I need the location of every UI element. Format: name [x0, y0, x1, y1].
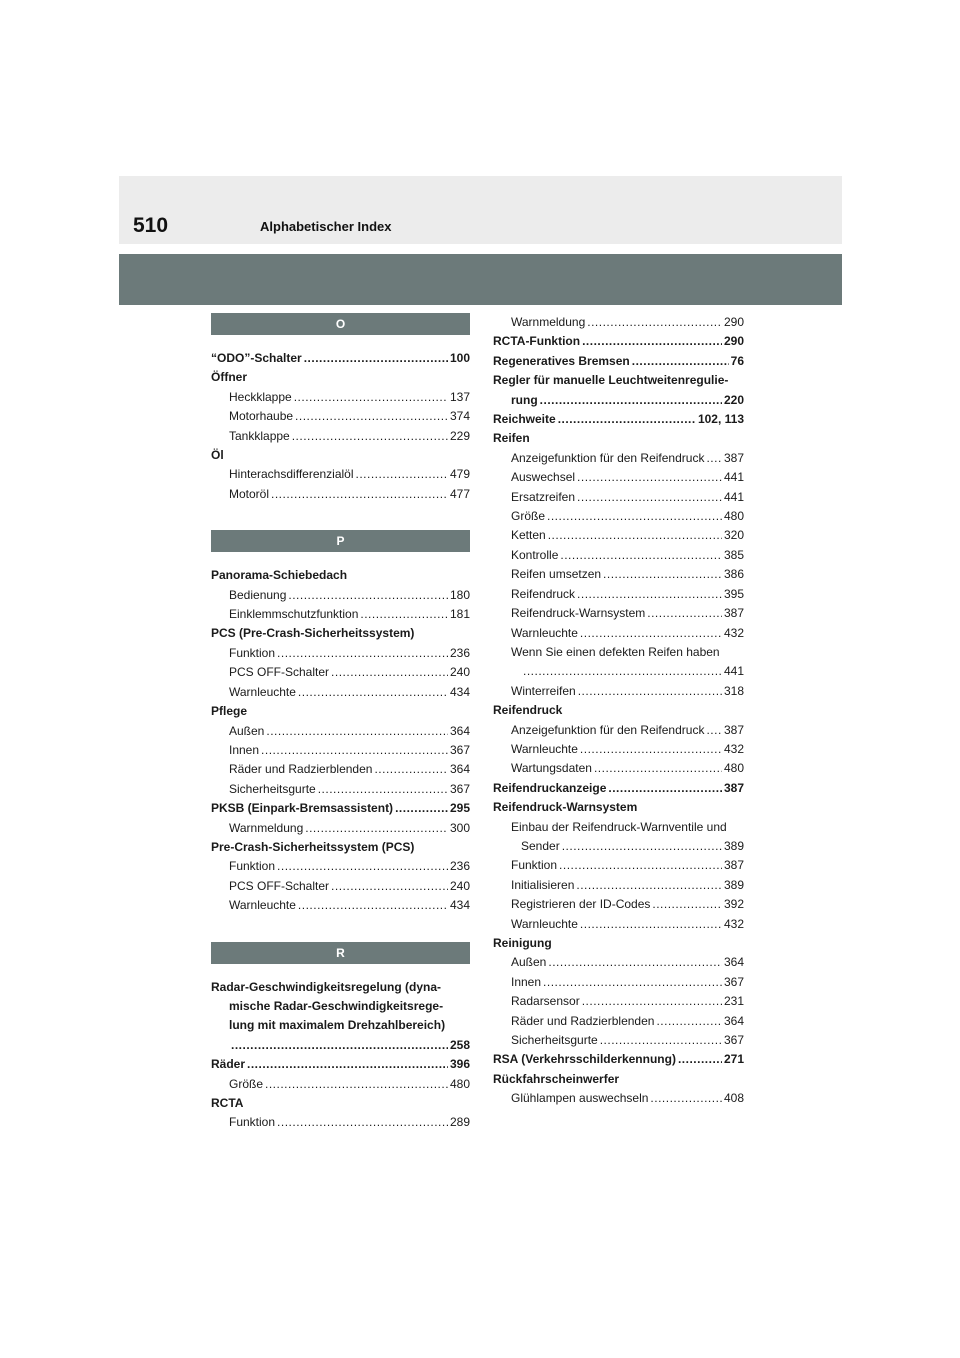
index-entry — [493, 1089, 744, 1108]
entry-term: rung — [511, 392, 538, 407]
index-entry — [211, 780, 470, 799]
page-ref: 367 — [449, 742, 470, 757]
entry-term: Initialisieren — [511, 877, 575, 892]
page-ref: 137 — [449, 389, 470, 404]
page-ref: 389 — [723, 838, 744, 853]
dot-leader — [360, 605, 448, 624]
page-ref: 318 — [723, 683, 744, 698]
index-entry — [211, 465, 470, 484]
index-entry — [493, 585, 744, 604]
dot-leader — [587, 313, 722, 332]
entry-term: Räder und Radzierblenden — [229, 762, 373, 777]
entry-term: PKSB (Einpark-Bremsassistent) — [211, 801, 394, 816]
index-entry — [493, 992, 744, 1011]
page-ref: 100 — [449, 351, 470, 365]
entry-term: Warnleuchte — [511, 741, 578, 756]
index-entry — [493, 779, 744, 798]
page-ref: 432 — [723, 741, 744, 756]
page-ref: 220 — [723, 392, 744, 407]
index-entry — [493, 624, 744, 643]
page-number: 510 — [133, 214, 169, 237]
index-entry — [211, 605, 470, 624]
entry-term: Reifendruck-Warnsystem — [511, 606, 646, 621]
entry-term: Öffner — [211, 370, 247, 385]
entry-term: RSA (Verkehrsschilderkennung) — [493, 1052, 676, 1067]
index-entry — [211, 407, 470, 426]
entry-term: Warnleuchte — [229, 898, 296, 913]
index-entry-line: Einbau der Reifendruck-Warnventile und — [511, 819, 727, 834]
dot-leader — [548, 526, 722, 545]
dot-leader — [298, 896, 448, 915]
dot-leader — [277, 857, 448, 876]
dot-leader — [562, 837, 722, 856]
page-ref: 76 — [730, 353, 744, 368]
entry-term: Warnmeldung — [511, 315, 586, 329]
index-entry — [493, 895, 744, 914]
index-entry — [211, 1036, 470, 1055]
dot-leader — [298, 683, 448, 702]
index-heading — [211, 702, 470, 721]
entry-term: Winterreifen — [511, 683, 576, 698]
entry-term: Außen — [229, 723, 265, 738]
page-ref: 229 — [449, 428, 470, 443]
entry-term: Glühlampen auswechseln — [511, 1091, 649, 1106]
index-entry — [493, 953, 744, 972]
entry-term: Warnleuchte — [229, 684, 296, 699]
entry-term: Auswechsel — [511, 470, 576, 485]
entry-term: PCS OFF-Schalter — [229, 665, 330, 680]
dot-leader — [547, 507, 722, 526]
dot-leader — [395, 799, 448, 818]
index-entry — [493, 488, 744, 507]
index-entry-line: Wenn Sie einen defekten Reifen haben — [511, 644, 720, 659]
index-column-left — [211, 313, 470, 1133]
index-heading — [211, 624, 470, 643]
index-heading — [493, 798, 744, 817]
index-entry — [493, 526, 744, 545]
page-ref: 441 — [723, 489, 744, 504]
dot-leader — [706, 449, 722, 468]
dot-leader — [578, 682, 722, 701]
index-heading — [493, 429, 744, 448]
page-ref: 441 — [723, 664, 744, 679]
page-ref: 364 — [723, 1013, 744, 1028]
dot-leader — [543, 973, 722, 992]
index-entry — [211, 819, 470, 838]
index-entry — [493, 468, 744, 487]
page-ref: 480 — [449, 1076, 470, 1091]
dot-leader — [523, 662, 722, 681]
dot-leader — [560, 546, 722, 565]
entry-term: Ketten — [511, 528, 546, 543]
dot-leader — [266, 722, 448, 741]
index-entry — [493, 449, 744, 468]
page-ref: 102, 113 — [697, 412, 744, 427]
entry-term: Motoröl — [229, 486, 270, 501]
page-ref: 290 — [723, 334, 744, 349]
index-entry — [493, 410, 744, 429]
entry-term: Außen — [511, 955, 547, 970]
dot-leader — [277, 644, 448, 663]
entry-term: Regeneratives Bremsen — [493, 353, 630, 368]
page-ref: 364 — [723, 955, 744, 970]
dot-leader — [652, 895, 722, 914]
page-ref: 477 — [449, 486, 470, 501]
page-ref: 480 — [723, 509, 744, 524]
page-ref: 392 — [723, 897, 744, 912]
dot-leader — [292, 427, 448, 446]
index-entry — [493, 1050, 744, 1069]
dot-leader — [288, 586, 448, 605]
index-entry — [493, 759, 744, 778]
index-entry — [493, 565, 744, 584]
entry-term: Registrieren der ID-Codes — [511, 897, 651, 912]
entry-term: Anzeigefunktion für den Reifendruck — [511, 722, 705, 737]
index-entry — [493, 915, 744, 934]
dot-leader — [650, 1089, 722, 1108]
dot-leader — [261, 741, 448, 760]
entry-term: Hinterachsdifferenzialöl — [229, 467, 354, 482]
page-ref: 181 — [449, 607, 470, 622]
entry-term: Innen — [511, 974, 542, 989]
page-ref: 434 — [449, 898, 470, 913]
index-entry — [211, 427, 470, 446]
dot-leader — [305, 819, 448, 838]
dot-leader — [271, 485, 448, 504]
index-entry — [211, 760, 470, 779]
entry-term: Sicherheitsgurte — [511, 1033, 598, 1048]
dot-leader — [294, 388, 448, 407]
index-entry — [493, 973, 744, 992]
entry-term: Kontrolle — [511, 547, 559, 562]
index-entry — [211, 741, 470, 760]
entry-term: Größe — [229, 1076, 264, 1091]
page-ref: 367 — [449, 781, 470, 796]
dot-leader — [304, 349, 448, 368]
index-entry — [211, 1113, 470, 1132]
entry-term: “ODO”-Schalter — [211, 351, 302, 365]
page-ref: 389 — [723, 877, 744, 892]
entry-term: Panorama-Schiebedach — [211, 568, 348, 583]
page-ref: 258 — [449, 1037, 470, 1052]
page-ref: 480 — [723, 761, 744, 776]
entry-term: Einklemmschutzfunktion — [229, 607, 359, 622]
index-entry-line: Regler für manuelle Leuchtweitenregulie- — [493, 373, 729, 388]
page-ref: 396 — [449, 1057, 470, 1072]
page-ref: 387 — [723, 780, 744, 795]
page-ref: 441 — [723, 470, 744, 485]
index-entry — [211, 485, 470, 504]
entry-term: Reifendruck — [511, 586, 576, 601]
entry-term: Reifendruckanzeige — [493, 780, 607, 795]
entry-term: Warnleuchte — [511, 916, 578, 931]
index-entry — [493, 352, 744, 371]
entry-term: Radarsensor — [511, 994, 580, 1009]
dot-leader — [647, 604, 722, 623]
entry-term: Funktion — [229, 1115, 276, 1130]
page-ref: 367 — [723, 974, 744, 989]
page-ref: 367 — [723, 1033, 744, 1048]
dot-leader — [577, 585, 722, 604]
index-entry — [493, 740, 744, 759]
entry-term: PCS OFF-Schalter — [229, 878, 330, 893]
index-entry — [493, 604, 744, 623]
page-ref: 395 — [723, 586, 744, 601]
entry-term: Funktion — [229, 645, 276, 660]
page-ref: 432 — [723, 625, 744, 640]
dot-leader — [231, 1036, 448, 1055]
page-ref: 434 — [449, 684, 470, 699]
dot-leader — [318, 780, 448, 799]
entry-term: RCTA — [211, 1096, 244, 1110]
entry-term: Reinigung — [493, 936, 552, 950]
dot-leader — [594, 759, 722, 778]
index-entry — [211, 586, 470, 605]
index-entry — [211, 722, 470, 741]
page-ref: 387 — [723, 606, 744, 621]
index-entry — [211, 1055, 470, 1074]
index-entry — [211, 388, 470, 407]
dot-leader — [356, 465, 448, 484]
letter-divider: R — [211, 942, 470, 964]
dot-leader — [277, 1113, 448, 1132]
index-heading — [211, 1094, 470, 1113]
dot-leader — [331, 877, 448, 896]
dot-leader — [582, 992, 722, 1011]
dot-leader — [656, 1012, 722, 1031]
index-entry — [211, 663, 470, 682]
index-entry — [211, 896, 470, 915]
page-ref: 240 — [449, 665, 470, 680]
page-ref: 231 — [723, 994, 744, 1009]
index-entry — [493, 721, 744, 740]
dot-leader — [608, 779, 722, 798]
dot-leader — [706, 721, 722, 740]
header-bar — [119, 254, 842, 305]
index-entry — [211, 799, 470, 818]
index-heading — [493, 934, 744, 953]
dot-leader — [678, 1050, 722, 1069]
dot-leader — [576, 876, 722, 895]
page-ref: 387 — [723, 858, 744, 873]
entry-term: Ersatzreifen — [511, 489, 576, 504]
page-ref: 236 — [449, 645, 470, 660]
entry-term: Sender — [521, 838, 560, 853]
index-entry — [211, 683, 470, 702]
entry-term: Rückfahrscheinwerfer — [493, 1071, 620, 1086]
index-entry — [493, 856, 744, 875]
dot-leader — [600, 1031, 722, 1050]
entry-term: Funktion — [511, 858, 558, 873]
dot-leader — [577, 488, 722, 507]
index-entry — [493, 1012, 744, 1031]
index-entry — [493, 876, 744, 895]
section-title: Alphabetischer Index — [260, 219, 392, 234]
entry-term: Größe — [511, 509, 546, 524]
index-entry — [493, 391, 744, 410]
page-ref: 364 — [449, 762, 470, 777]
dot-leader — [632, 352, 729, 371]
header-band — [119, 176, 842, 244]
entry-term: Räder und Radzierblenden — [511, 1013, 655, 1028]
entry-term: Motorhaube — [229, 409, 294, 424]
page-ref: 289 — [449, 1115, 470, 1130]
dot-leader — [559, 856, 722, 875]
page-ref: 479 — [449, 467, 470, 482]
page-ref: 387 — [723, 722, 744, 737]
index-entry-line: lung mit maximalem Drehzahlbereich) — [229, 1018, 446, 1033]
entry-term: Reifendruck — [493, 703, 563, 718]
page-ref: 290 — [723, 315, 744, 329]
entry-term: Reifen umsetzen — [511, 567, 602, 582]
dot-leader — [295, 407, 448, 426]
entry-term: Warnleuchte — [511, 625, 578, 640]
index-entry — [493, 837, 744, 856]
index-entry — [211, 349, 470, 368]
index-heading — [493, 701, 744, 720]
dot-leader — [548, 953, 722, 972]
entry-term: Warnmeldung — [229, 820, 304, 835]
entry-term: Räder — [211, 1057, 246, 1072]
entry-term: Funktion — [229, 859, 276, 874]
page-ref: 432 — [723, 916, 744, 931]
page-ref: 295 — [449, 801, 470, 816]
dot-leader — [247, 1055, 448, 1074]
entry-term: Pflege — [211, 704, 248, 719]
dot-leader — [374, 760, 448, 779]
index-heading — [493, 1070, 744, 1089]
page-ref: 236 — [449, 859, 470, 874]
dot-leader — [580, 740, 722, 759]
entry-term: Anzeigefunktion für den Reifendruck — [511, 450, 705, 465]
page-ref: 240 — [449, 878, 470, 893]
index-entry — [211, 857, 470, 876]
index-entry — [211, 1075, 470, 1094]
index-entry — [211, 877, 470, 896]
entry-term: Reifen — [493, 431, 530, 446]
index-entry — [493, 662, 744, 681]
entry-term: Reichweite — [493, 412, 556, 427]
entry-term: Bedienung — [229, 587, 287, 602]
letter-divider: O — [211, 313, 470, 335]
page-ref: 320 — [723, 528, 744, 543]
index-heading — [211, 368, 470, 387]
index-entry — [493, 332, 744, 351]
entry-term: Innen — [229, 742, 260, 757]
dot-leader — [540, 391, 722, 410]
index-heading — [211, 838, 470, 857]
page-ref: 408 — [723, 1091, 744, 1106]
dot-leader — [580, 624, 722, 643]
index-entry — [493, 1031, 744, 1050]
entry-term: Öl — [211, 448, 224, 463]
page-ref: 271 — [723, 1052, 744, 1067]
page-ref: 386 — [723, 567, 744, 582]
entry-term: Sicherheitsgurte — [229, 781, 316, 796]
page-ref: 387 — [723, 450, 744, 465]
index-entry-line: Radar-Geschwindigkeitsregelung (dyna- — [211, 979, 442, 994]
entry-term: RCTA-Funktion — [493, 334, 581, 349]
index-entry — [493, 313, 744, 332]
dot-leader — [577, 468, 722, 487]
dot-leader — [331, 663, 448, 682]
dot-leader — [580, 915, 722, 934]
page-ref: 374 — [449, 409, 470, 424]
entry-term: Pre-Crash-Sicherheitssystem (PCS) — [211, 839, 415, 854]
entry-term: PCS (Pre-Crash-Sicherheitssystem) — [211, 626, 415, 641]
page-ref: 180 — [449, 587, 470, 602]
index-entry-line: mische Radar-Geschwindigkeitsrege- — [229, 998, 444, 1013]
page-ref: 385 — [723, 547, 744, 562]
dot-leader — [265, 1075, 448, 1094]
index-heading — [211, 566, 470, 585]
page-ref: 364 — [449, 723, 470, 738]
page-ref: 300 — [449, 820, 470, 835]
index-entry — [493, 682, 744, 701]
index-entry — [211, 644, 470, 663]
dot-leader — [558, 410, 696, 429]
index-entry — [493, 546, 744, 565]
entry-term: Tankklappe — [229, 428, 290, 443]
entry-term: Heckklappe — [229, 389, 292, 404]
letter-divider: P — [211, 530, 470, 552]
index-heading — [211, 446, 470, 465]
entry-term: Reifendruck-Warnsystem — [493, 800, 638, 815]
index-entry — [493, 507, 744, 526]
index-column-right — [493, 313, 744, 1109]
dot-leader — [582, 332, 722, 351]
entry-term: Wartungsdaten — [511, 761, 592, 776]
dot-leader — [603, 565, 722, 584]
